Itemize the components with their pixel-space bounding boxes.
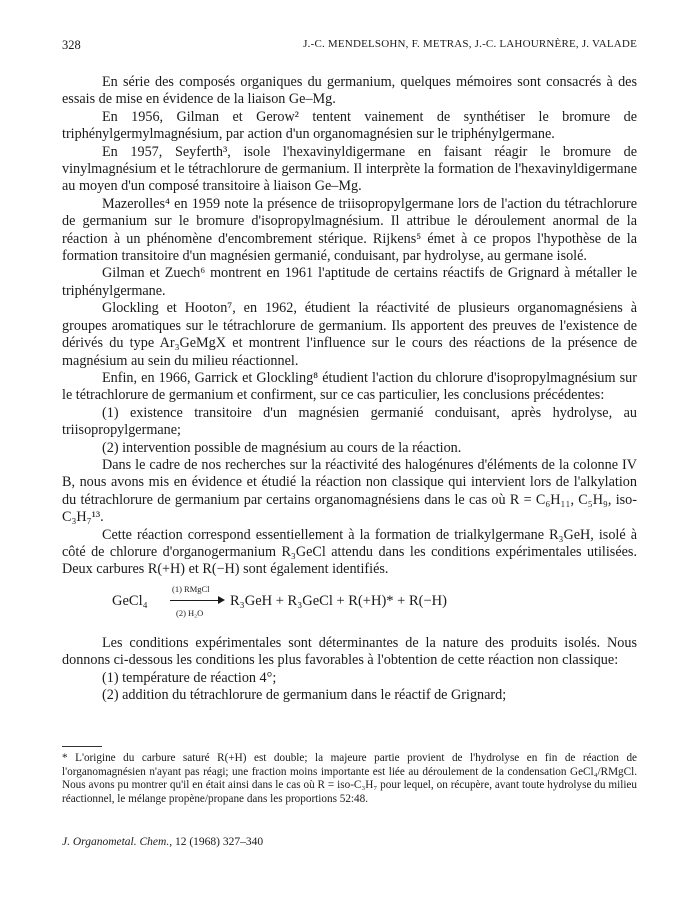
paragraph-8: Dans le cadre de nos recherches sur la réactivité des halogénures d'éléments de la colonne IV B, nous avons mis en évidence et étudié la réaction non classique qui intervient lors de l'alkylation du tétrachlorure de germanium par certains organomagnésiens dans le cas où R = C₆H₁₁, C₅H₉, iso-C₃H₇¹³. [62, 456, 637, 526]
equation-reagent-2: (2) H₂O [176, 607, 204, 618]
list-item-4: (2) addition du tétrachlorure de germanium dans le réactif de Grignard; [102, 687, 507, 703]
paragraph-4: Mazerolles⁴ en 1959 note la présence de triisopropylgermane lors de l'action du tétrachlorure de germanium sur le bromure d'isopropylmagnésium. Il attribue le déroulement anormal de la réaction à un phénomène d'encombrement stérique. Rijkens⁵ émet à ce propos l'hypothèse de la formation transitoire d'un magnésien germanié, conduisant, par hydrolyse, au germane isolé. [62, 195, 637, 265]
paragraph-7: Enfin, en 1966, Garrick et Glockling⁸ étudient l'action du chlorure d'isopropylmagnésium sur le tétrachlorure de germanium et confirment, sur ce cas particulier, les conclusions précédentes: [62, 369, 637, 404]
footnote-text: * L'origine du carbure saturé R(+H) est double; la majeure partie provient de l'hydrolyse en fin de réaction de l'organomagnésien n'ayant pas réagi; une fraction moins importante est liée au déroulement de la condensation GeCl₄/RMgCl. Nous avons pu montrer qu'il en était ainsi dans le cas où R = iso-C₃H₇ pour lequel, on récupère, avant toute hydrolyse du milieu réactionnel, le mélange propène/propane dans les proportions 52:48. [62, 752, 637, 805]
footnote-rule [62, 746, 102, 747]
paragraph-1: En série des composés organiques du germanium, quelques mémoires sont consacrés à des essais de mise en évidence de la liaison Ge–Mg. [62, 74, 637, 108]
main-text [62, 74, 637, 704]
running-header [62, 38, 637, 56]
paragraph-10: Les conditions expérimentales sont déterminantes de la nature des produits isolés. Nous donnons ci-dessous les conditions les plus favorables à l'obtention de cette réaction non classique: [62, 634, 637, 669]
paragraph-3: En 1957, Seyferth³, isole l'hexavinyldigermane en faisant réagir le bromure de vinylmagnésium et le tétrachlorure de germanium. Il interprète la formation de l'hexavinyldigermane au moyen d'un composé transitoire à liaison Ge–Mg. [62, 143, 637, 195]
footnote [62, 752, 637, 806]
author-line: J.-C. MENDELSOHN, F. METRAS, J.-C. LAHOURNÈRE, J. VALADE [303, 38, 637, 50]
list-item-2: (2) intervention possible de magnésium au cours de la réaction. [102, 439, 462, 456]
paragraph-5: Gilman et Zuech⁶ montrent en 1961 l'aptitude de certains réactifs de Grignard à métaller le triphénylgermane. [62, 265, 637, 299]
reaction-equation [62, 583, 637, 623]
reaction-arrow [170, 600, 222, 601]
list-item-1: (1) existence transitoire d'un magnésien germanié conduisant, après hydrolyse, au triisopropylgermane; [62, 404, 637, 439]
paragraph-6: Glockling et Hooton⁷, en 1962, étudient la réactivité de plusieurs organomagnésiens à groupes aromatiques sur le tétrachlorure de germanium. Ils apportent des preuves de l'existence de dérivés du type Ar₃GeMgX et montrent l'influence sur le cours des réactions de la présence de magnésium au sein du milieu réactionnel. [62, 300, 637, 369]
journal-citation [62, 836, 263, 848]
paragraph-2: En 1956, Gilman et Gerow² tentent vainement de synthétiser le bromure de triphénylgermylmagnésium, par action d'un organomagnésien sur le triphénylgermane. [62, 108, 637, 143]
page-number: 328 [62, 38, 81, 52]
equation-products: R₃GeH + R₃GeCl + R(+H)* + R(−H) [230, 592, 447, 609]
journal-ref: 12 (1968) 327–340 [174, 836, 264, 848]
reaction-arrowhead [218, 596, 225, 604]
list-item-3: (1) température de réaction 4°; [102, 669, 277, 686]
equation-reactant: GeCl₄ [112, 592, 148, 609]
paragraph-9: Cette réaction correspond essentiellement à la formation de trialkylgermane R₃GeH, isolé à côté de chlorure d'organogermanium R₃GeCl attendu dans les conditions expérimentales utilisées. Deux carbures R(+H) et R(−H) sont également identifiés. [62, 526, 637, 578]
journal-name: J. Organometal. Chem., [62, 836, 173, 848]
equation-reagent-1: (1) RMgCl [172, 583, 210, 594]
